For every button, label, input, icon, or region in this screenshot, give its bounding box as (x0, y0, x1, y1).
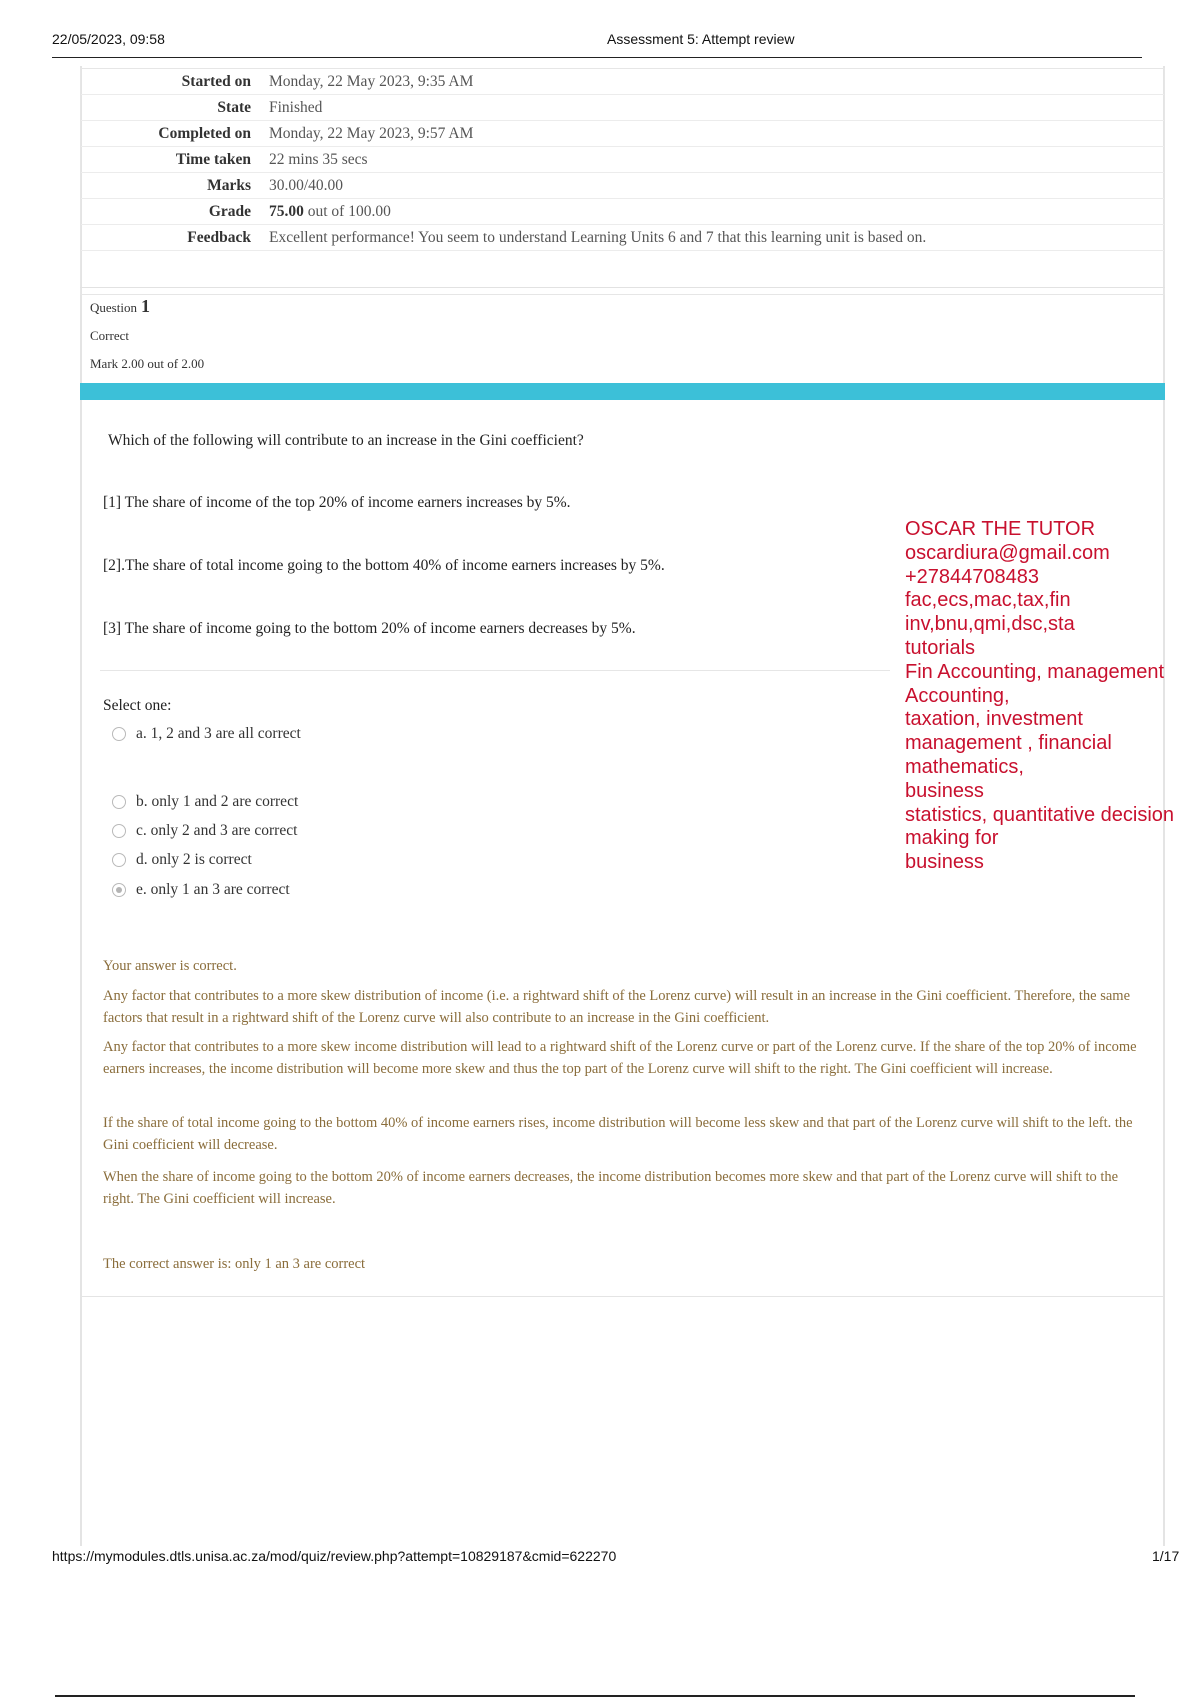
summary-label: Time taken (175, 151, 251, 168)
summary-label: Started on (181, 73, 251, 90)
summary-row-grade (81, 199, 1164, 225)
statement-2: [2].The share of total income going to the bottom 40% of income earners increases by 5%. (103, 557, 665, 574)
radio-button[interactable] (112, 795, 126, 809)
radio-button[interactable] (112, 853, 126, 867)
summary-label: State (217, 99, 251, 116)
bottom-rule (55, 1695, 1135, 1697)
answer-option-c[interactable] (112, 822, 297, 840)
summary-row-completed (81, 121, 1164, 147)
option-label: e. only 1 an 3 are correct (136, 881, 290, 898)
summary-value: Monday, 22 May 2023, 9:57 AM (269, 125, 474, 142)
question-text: Which of the following will contribute to an increase in the Gini coefficient? (108, 432, 584, 449)
summary-row-state (81, 95, 1164, 121)
print-header (52, 28, 1142, 58)
correct-answer: The correct answer is: only 1 an 3 are correct (103, 1256, 366, 1272)
question-state: Correct (90, 328, 129, 343)
answer-option-b[interactable] (112, 793, 298, 811)
option-label: b. only 1 and 2 are correct (136, 793, 299, 810)
page-url: https://mymodules.dtls.unisa.ac.za/mod/quiz/review.php?attempt=10829187&cmid=622270 (52, 1548, 617, 1564)
divider (100, 670, 890, 671)
radio-button-selected[interactable] (112, 883, 126, 897)
tutor-promo-text: OSCAR THE TUTOR oscardiura@gmail.com +27844708483 fac,ecs,mac,tax,fin inv,bnu,qmi,dsc,sta tutorials Fin Accounting, management Accounting, taxation, investment management , financial mathematics, business statistics, quantitative decision making for business (905, 518, 1175, 874)
select-one-prompt: Select one: (103, 697, 172, 714)
radio-button[interactable] (112, 727, 126, 741)
option-label: a. 1, 2 and 3 are all correct (136, 725, 301, 742)
summary-row-marks (81, 173, 1164, 199)
summary-value: 22 mins 35 secs (269, 151, 368, 168)
summary-label: Marks (207, 177, 251, 194)
feedback-paragraph: If the share of total income going to the bottom 40% of income earners rises, income distribution will become less skew and that part of the Lorenz curve will shift to the left. the Gini coefficient will decrease. (103, 1115, 1133, 1153)
answer-option-e[interactable] (112, 881, 290, 899)
attempt-summary-table (80, 68, 1165, 295)
answer-option-a[interactable] (112, 725, 301, 743)
option-label: d. only 2 is correct (136, 851, 252, 868)
summary-row-feedback (81, 225, 1164, 251)
summary-label: Grade (208, 203, 251, 220)
question-number: Question 1 (90, 296, 150, 316)
print-page-title: Assessment 5: Attempt review (607, 31, 795, 47)
summary-value: Monday, 22 May 2023, 9:35 AM (269, 73, 474, 90)
grade-out-of: out of 100.00 (303, 203, 391, 220)
radio-button[interactable] (112, 824, 126, 838)
summary-value (251, 199, 391, 224)
statement-1: [1] The share of income of the top 20% of income earners increases by 5%. (103, 494, 571, 511)
answer-option-d[interactable] (112, 851, 252, 869)
summary-row-time-taken (81, 147, 1164, 173)
summary-value: Finished (269, 99, 323, 116)
print-date: 22/05/2023, 09:58 (52, 31, 165, 47)
feedback-paragraph: Any factor that contributes to a more skew distribution of income (i.e. a rightward shift of the Lorenz curve) will result in an increase in the Gini coefficient. Therefore, the same factors that result in a rightward shift of the Lorenz curve will also contribute to an increase in the Gini coefficient. (103, 988, 1131, 1026)
option-label: c. only 2 and 3 are correct (136, 822, 298, 839)
statement-3: [3] The share of income going to the bottom 20% of income earners decreases by 5%. (103, 620, 636, 637)
feedback-paragraph: Any factor that contributes to a more skew income distribution will lead to a rightward shift of the Lorenz curve or part of the Lorenz curve. If the share of the top 20% of income earners increases, the income distribution will become more skew and thus the top part of the Lorenz curve will shift to the right. The Gini coefficient will increase. (103, 1039, 1137, 1077)
question-header-bar (80, 383, 1165, 400)
summary-value: Excellent performance! You seem to understand Learning Units 6 and 7 that this learning unit is based on. (269, 229, 927, 246)
summary-label: Completed on (158, 125, 251, 142)
feedback-paragraph: When the share of income going to the bottom 20% of income earners decreases, the income distribution becomes more skew and that part of the Lorenz curve will shift to the right. The Gini coefficient will increase. (103, 1169, 1119, 1207)
grade-score: 75.00 (269, 203, 304, 220)
question-info (80, 287, 1165, 383)
summary-row-started (81, 69, 1164, 95)
page-number: 1/17 (1152, 1548, 1180, 1564)
summary-label: Feedback (187, 229, 251, 246)
feedback-result: Your answer is correct. (103, 958, 237, 974)
question-grade: Mark 2.00 out of 2.00 (90, 356, 205, 371)
summary-value: 30.00/40.00 (269, 177, 344, 194)
